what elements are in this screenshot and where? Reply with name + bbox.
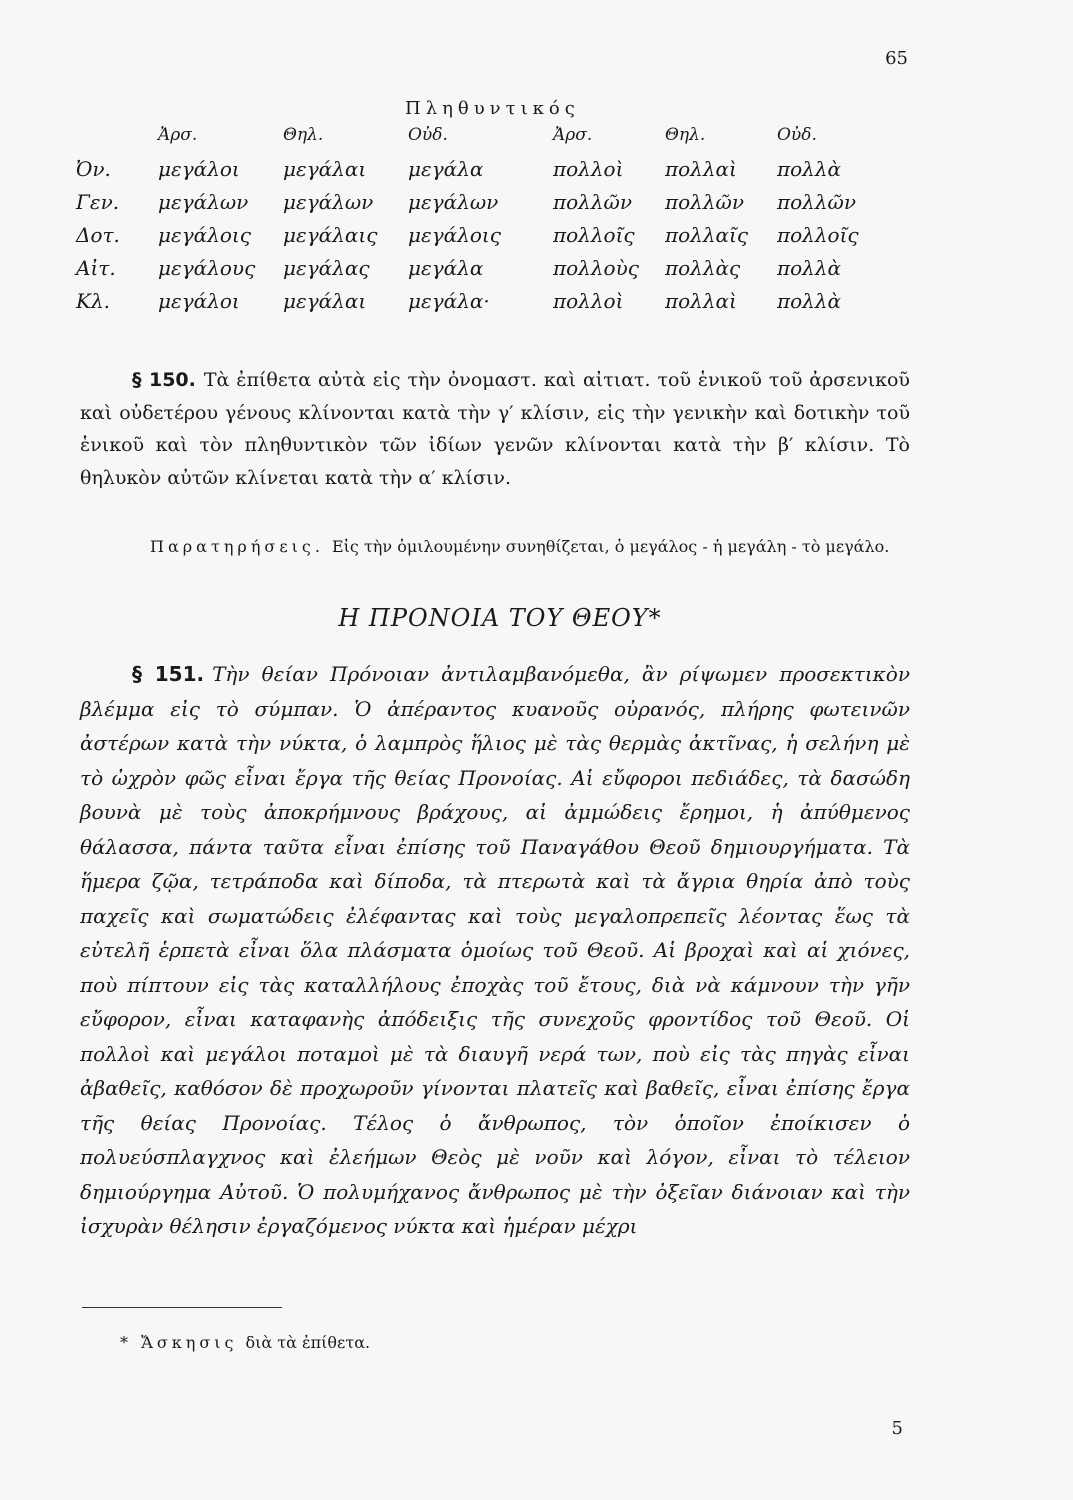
declension-header-row: [76, 122, 877, 152]
table-cell: πολλαῖς: [665, 222, 749, 247]
footnote: [120, 1333, 370, 1352]
table-cell: πολλὰ: [777, 156, 842, 181]
footnote-label: * Ἄσκησις: [120, 1333, 238, 1352]
table-cell: πολλὰ: [777, 288, 842, 313]
table-cell: μεγάλοι: [158, 156, 240, 181]
table-cell: πολλὰς: [665, 255, 741, 280]
section-150: [80, 364, 910, 494]
remarks-text: Εἰς τὴν ὁμιλουμένην συνηθίζεται, ὁ μεγάλος - ἡ μεγάλη - τὸ μεγάλο.: [331, 537, 890, 556]
table-cell: πολλοῖς: [553, 222, 635, 247]
column-header: Θηλ.: [665, 125, 706, 145]
table-row: [76, 152, 877, 185]
table-cell: μεγάλας: [283, 255, 370, 280]
plural-heading: Πληθυντικός: [405, 98, 580, 119]
signature-mark: 5: [891, 1418, 903, 1439]
case-label: Κλ.: [76, 288, 110, 313]
table-cell: μεγάλαι: [283, 156, 367, 181]
table-cell: πολλοὶ: [553, 156, 624, 181]
table-cell: μεγάλων: [408, 189, 499, 214]
section-number: § 150.: [132, 369, 196, 391]
section-text: Τὰ ἐπίθετα αὐτὰ εἰς τὴν ὀνομαστ. καὶ αἰτιατ. τοῦ ἑνικοῦ τοῦ ἀρσενικοῦ καὶ οὐδετέρου γένους κλίνονται κατὰ τὴν γ′ κλίσιν, εἰς τὴν γενικὴν καὶ δοτικὴν τοῦ ἑνικοῦ καὶ τὸν πληθυντικὸν τῶν ἰδίων γενῶν κλίνονται κατὰ τὴν β′ κλίσιν. Τὸ θηλυκὸν αὐτῶν κλίνεται κατὰ τὴν α′ κλίσιν.: [80, 369, 910, 489]
table-cell: πολλὰ: [777, 255, 842, 280]
table-row: [76, 284, 877, 317]
section-151: [80, 657, 910, 1244]
section-text: Τὴν θείαν Πρόνοιαν ἀντιλαμβανόμεθα, ἂν ρίψωμεν προσεκτικὸν βλέμμα εἰς τὸ σύμπαν. Ὁ ἀπέραντος κυανοῦς οὐρανός, πλήρης φωτεινῶν ἀστέρων κατὰ τὴν νύκτα, ὁ λαμπρὸς ἥλιος μὲ τὰς θερμὰς ἀκτῖνας, ἡ σελήνη μὲ τὸ ὠχρὸν φῶς εἶναι ἔργα τῆς θείας Προνοίας. Αἱ εὔφοροι πεδιάδες, τὰ δασώδη βουνὰ μὲ τοὺς ἀποκρήμνους βράχους, αἱ ἀμμώδεις ἔρημοι, ἡ ἀπύθμενος θάλασσα, πάντα ταῦτα εἶναι ἐπίσης τοῦ Παναγάθου Θεοῦ δημιουργήματα. Τὰ ἥμερα ζῷα, τετράποδα καὶ δίποδα, τὰ πτερωτὰ καὶ τὰ ἄγρια θηρία ἀπὸ τοὺς παχεῖς καὶ σωματώδεις ἐλέφαντας καὶ τοὺς μεγαλοπρεπεῖς λέοντας ἕως τὰ εὐτελῆ ἑρπετὰ εἶναι ὅλα πλάσματα ὁμοίως τοῦ Θεοῦ. Αἱ βροχαὶ καὶ αἱ χιόνες, ποὺ πίπτουν εἰς τὰς καταλλήλους ἐποχὰς τοῦ ἔτους, διὰ νὰ κάμνουν τὴν γῆν εὔφορον, εἶναι καταφανὴς ἀπόδειξις τῆς συνεχοῦς φροντίδος τοῦ Θεοῦ. Οἱ πολλοὶ καὶ μεγάλοι ποταμοὶ μὲ τὰ διαυγῆ νερά των, ποὺ εἰς τὰς πηγὰς εἶναι ἀβαθεῖς, καθόσον δὲ προχωροῦν γίνονται πλατεῖς καὶ βαθεῖς, εἶναι ἐπίσης ἔργα τῆς θείας Προνοίας. Τέλος ὁ ἄνθρωπος, τὸν ὁποῖον ἐποίκισεν ὁ πολυεύσπλαγχνος καὶ ἐλεήμων Θεὸς μὲ νοῦν καὶ λόγον, εἶναι τὸ τέλειον δημιούργημα Αὐτοῦ. Ὁ πολυμήχανος ἄνθρωπος μὲ τὴν ὀξεῖαν διάνοιαν καὶ τὴν ἰσχυρὰν θέλησιν ἐργαζόμενος νύκτα καὶ ἡμέραν μέχρι: [80, 662, 910, 1238]
table-cell: μεγάλους: [158, 255, 256, 280]
table-row: [76, 251, 877, 284]
table-row: [76, 218, 877, 251]
table-cell: μεγάλαις: [283, 222, 378, 247]
table-cell: πολλαὶ: [665, 156, 737, 181]
case-label: Γεν.: [76, 189, 120, 214]
column-header: Οὐδ.: [408, 125, 448, 145]
table-cell: μεγάλων: [283, 189, 374, 214]
table-cell: μεγάλων: [158, 189, 249, 214]
table-cell: πολλῶν: [665, 189, 745, 214]
table-cell: πολλοὶ: [553, 288, 624, 313]
chapter-title: Η ΠΡΟΝΟΙΑ ΤΟΥ ΘΕΟΥ*: [338, 604, 662, 632]
table-cell: μεγάλαι: [283, 288, 367, 313]
table-cell: μεγάλοις: [158, 222, 251, 247]
table-cell: μεγάλα: [408, 255, 484, 280]
footnote-divider: [82, 1307, 282, 1308]
table-cell: πολλῶν: [553, 189, 633, 214]
column-header: Ἀρσ.: [553, 125, 593, 145]
table-cell: μεγάλα·: [408, 288, 490, 313]
case-label: Αἰτ.: [76, 255, 116, 280]
section-number: § 151.: [132, 662, 205, 686]
page-number: 65: [885, 48, 908, 69]
case-label: Δοτ.: [76, 222, 120, 247]
table-cell: πολλοῖς: [777, 222, 859, 247]
remarks-label: Παρατηρήσεις.: [150, 537, 324, 556]
table-cell: μεγάλοι: [158, 288, 240, 313]
table-cell: πολλοὺς: [553, 255, 639, 280]
table-cell: πολλαὶ: [665, 288, 737, 313]
table-cell: μεγάλα: [408, 156, 484, 181]
declension-table: [76, 122, 877, 317]
table-cell: πολλῶν: [777, 189, 857, 214]
table-row: [76, 185, 877, 218]
remarks: [80, 532, 910, 562]
footnote-text: διὰ τὰ ἐπίθετα.: [245, 1333, 371, 1352]
case-label: Ὀν.: [76, 156, 111, 181]
column-header: Οὐδ.: [777, 125, 817, 145]
column-header: Ἀρσ.: [158, 125, 198, 145]
column-header: Θηλ.: [283, 125, 324, 145]
table-cell: μεγάλοις: [408, 222, 501, 247]
